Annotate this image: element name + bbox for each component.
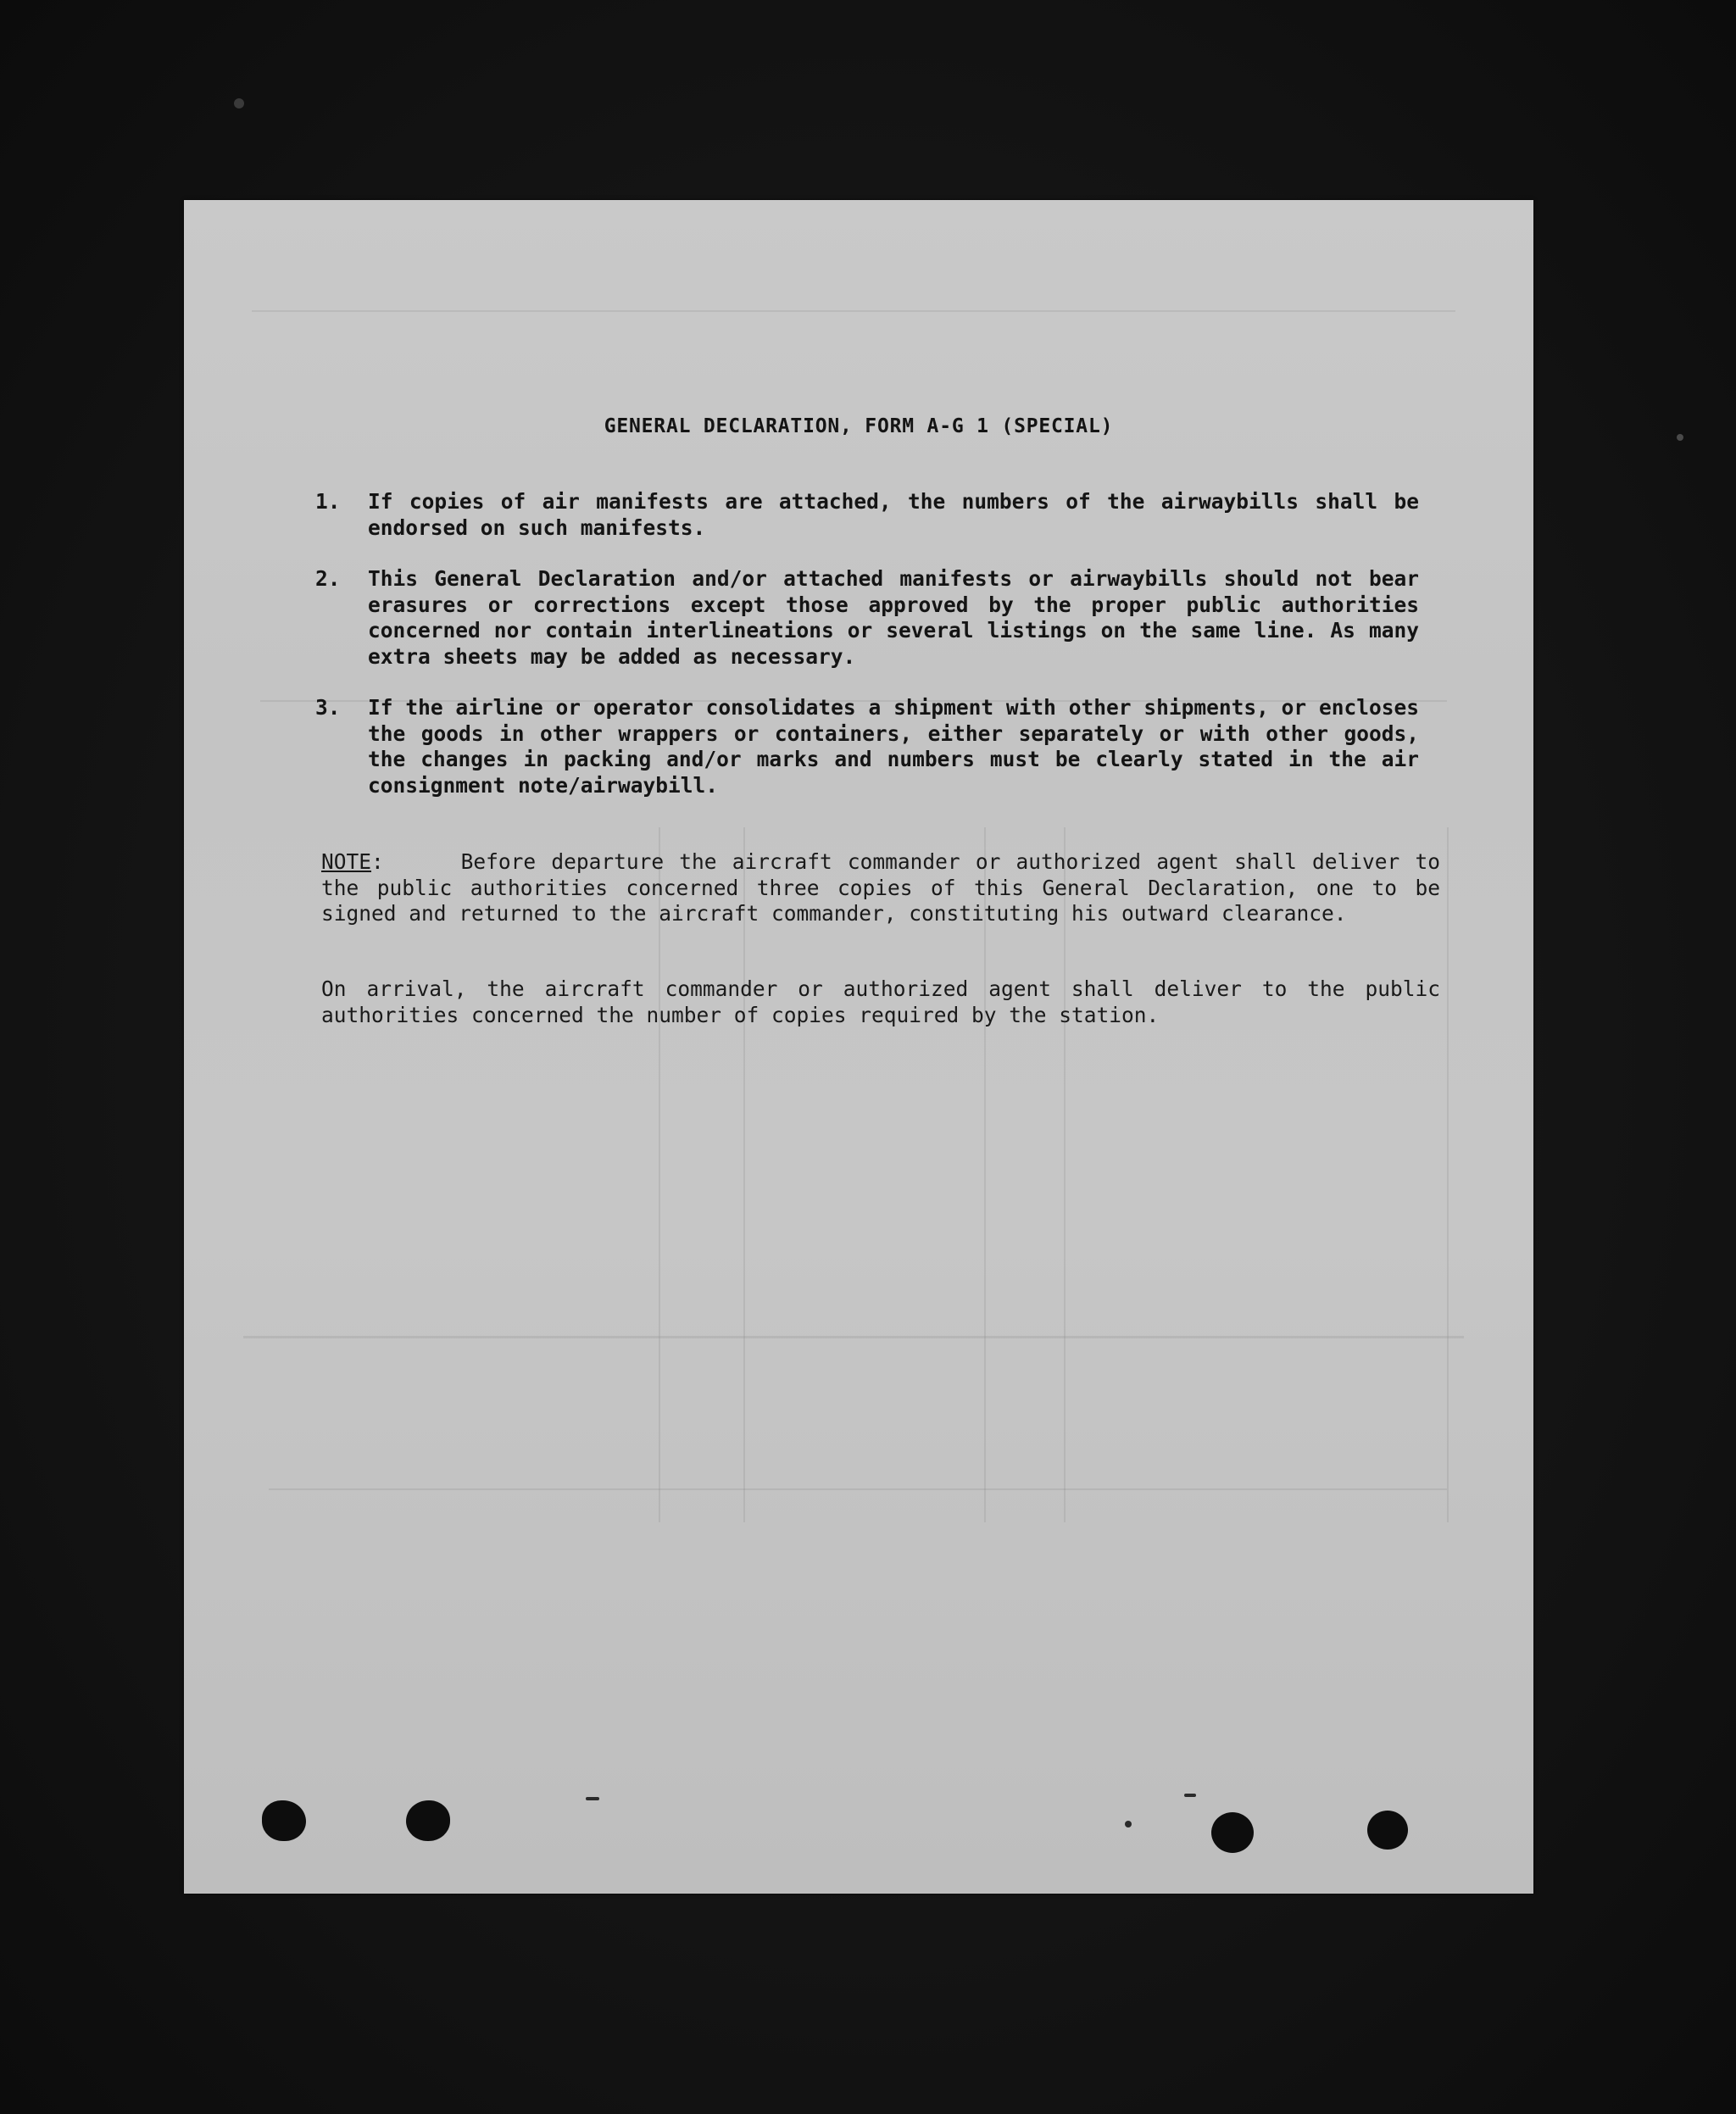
- item-number: 1.: [315, 489, 341, 514]
- item-text: If the airline or operator consolidates a shipment with other shipments, or encloses the goods in other wrappers or containers, either separately or with other goods, the changes in packing and/or marks and numbers must be clearly stated in the air consignment note/airwaybill.: [368, 695, 1419, 798]
- item-text: This General Declaration and/or attached manifests or airwaybills should not bear erasures or corrections except those approved by the proper public authorities concerned nor contain interlineations or several listings on the same line. As many extra sheets may be added as necessary.: [368, 566, 1419, 669]
- bleed-through-line: [269, 1488, 1447, 1490]
- arrival-text: On arrival, the aircraft commander or authorized agent shall deliver to the public authorities concerned the number of copies required by the station.: [321, 976, 1440, 1027]
- bleed-through-line: [984, 827, 986, 1522]
- punch-hole: [262, 1800, 306, 1841]
- bleed-through-line: [243, 1336, 1464, 1338]
- paper-speck: [1125, 1821, 1132, 1827]
- paper-speck: [1184, 1794, 1196, 1797]
- note-text: Before departure the aircraft commander or authorized agent shall deliver to the public authorities concerned three copies of this General Declaration, one to be signed and returned to the aircraft commander, constituting his outward clearance.: [321, 849, 1440, 926]
- item-number: 2.: [315, 566, 341, 591]
- bleed-through-line: [1064, 827, 1066, 1522]
- bleed-through-line: [1447, 827, 1449, 1522]
- arrival-paragraph: [321, 976, 1440, 1028]
- bleed-through-line: [743, 827, 745, 1522]
- punch-hole: [1211, 1812, 1254, 1853]
- note-label: NOTE: [321, 849, 372, 874]
- punch-hole: [406, 1800, 450, 1841]
- paper-speck: [586, 1797, 599, 1800]
- border-speck: [234, 98, 244, 108]
- form-title: GENERAL DECLARATION, FORM A-G 1 (SPECIAL): [604, 415, 1114, 437]
- note-paragraph: NOTE: Before departure the aircraft commander or authorized agent shall deliver to the public authorities concerned three copies of this General Declaration, one to be signed and returned to the aircraft commander, constituting his outward clearance.: [321, 849, 1440, 926]
- bleed-through-line: [659, 827, 660, 1522]
- punch-hole: [1367, 1811, 1408, 1850]
- border-speck: [1677, 434, 1683, 441]
- item-number: 3.: [315, 695, 341, 720]
- item-text: If copies of air manifests are attached, the numbers of the airwaybills shall be endorsed on such manifests.: [368, 489, 1419, 540]
- document-page: [184, 200, 1533, 1894]
- bleed-through-line: [252, 310, 1455, 312]
